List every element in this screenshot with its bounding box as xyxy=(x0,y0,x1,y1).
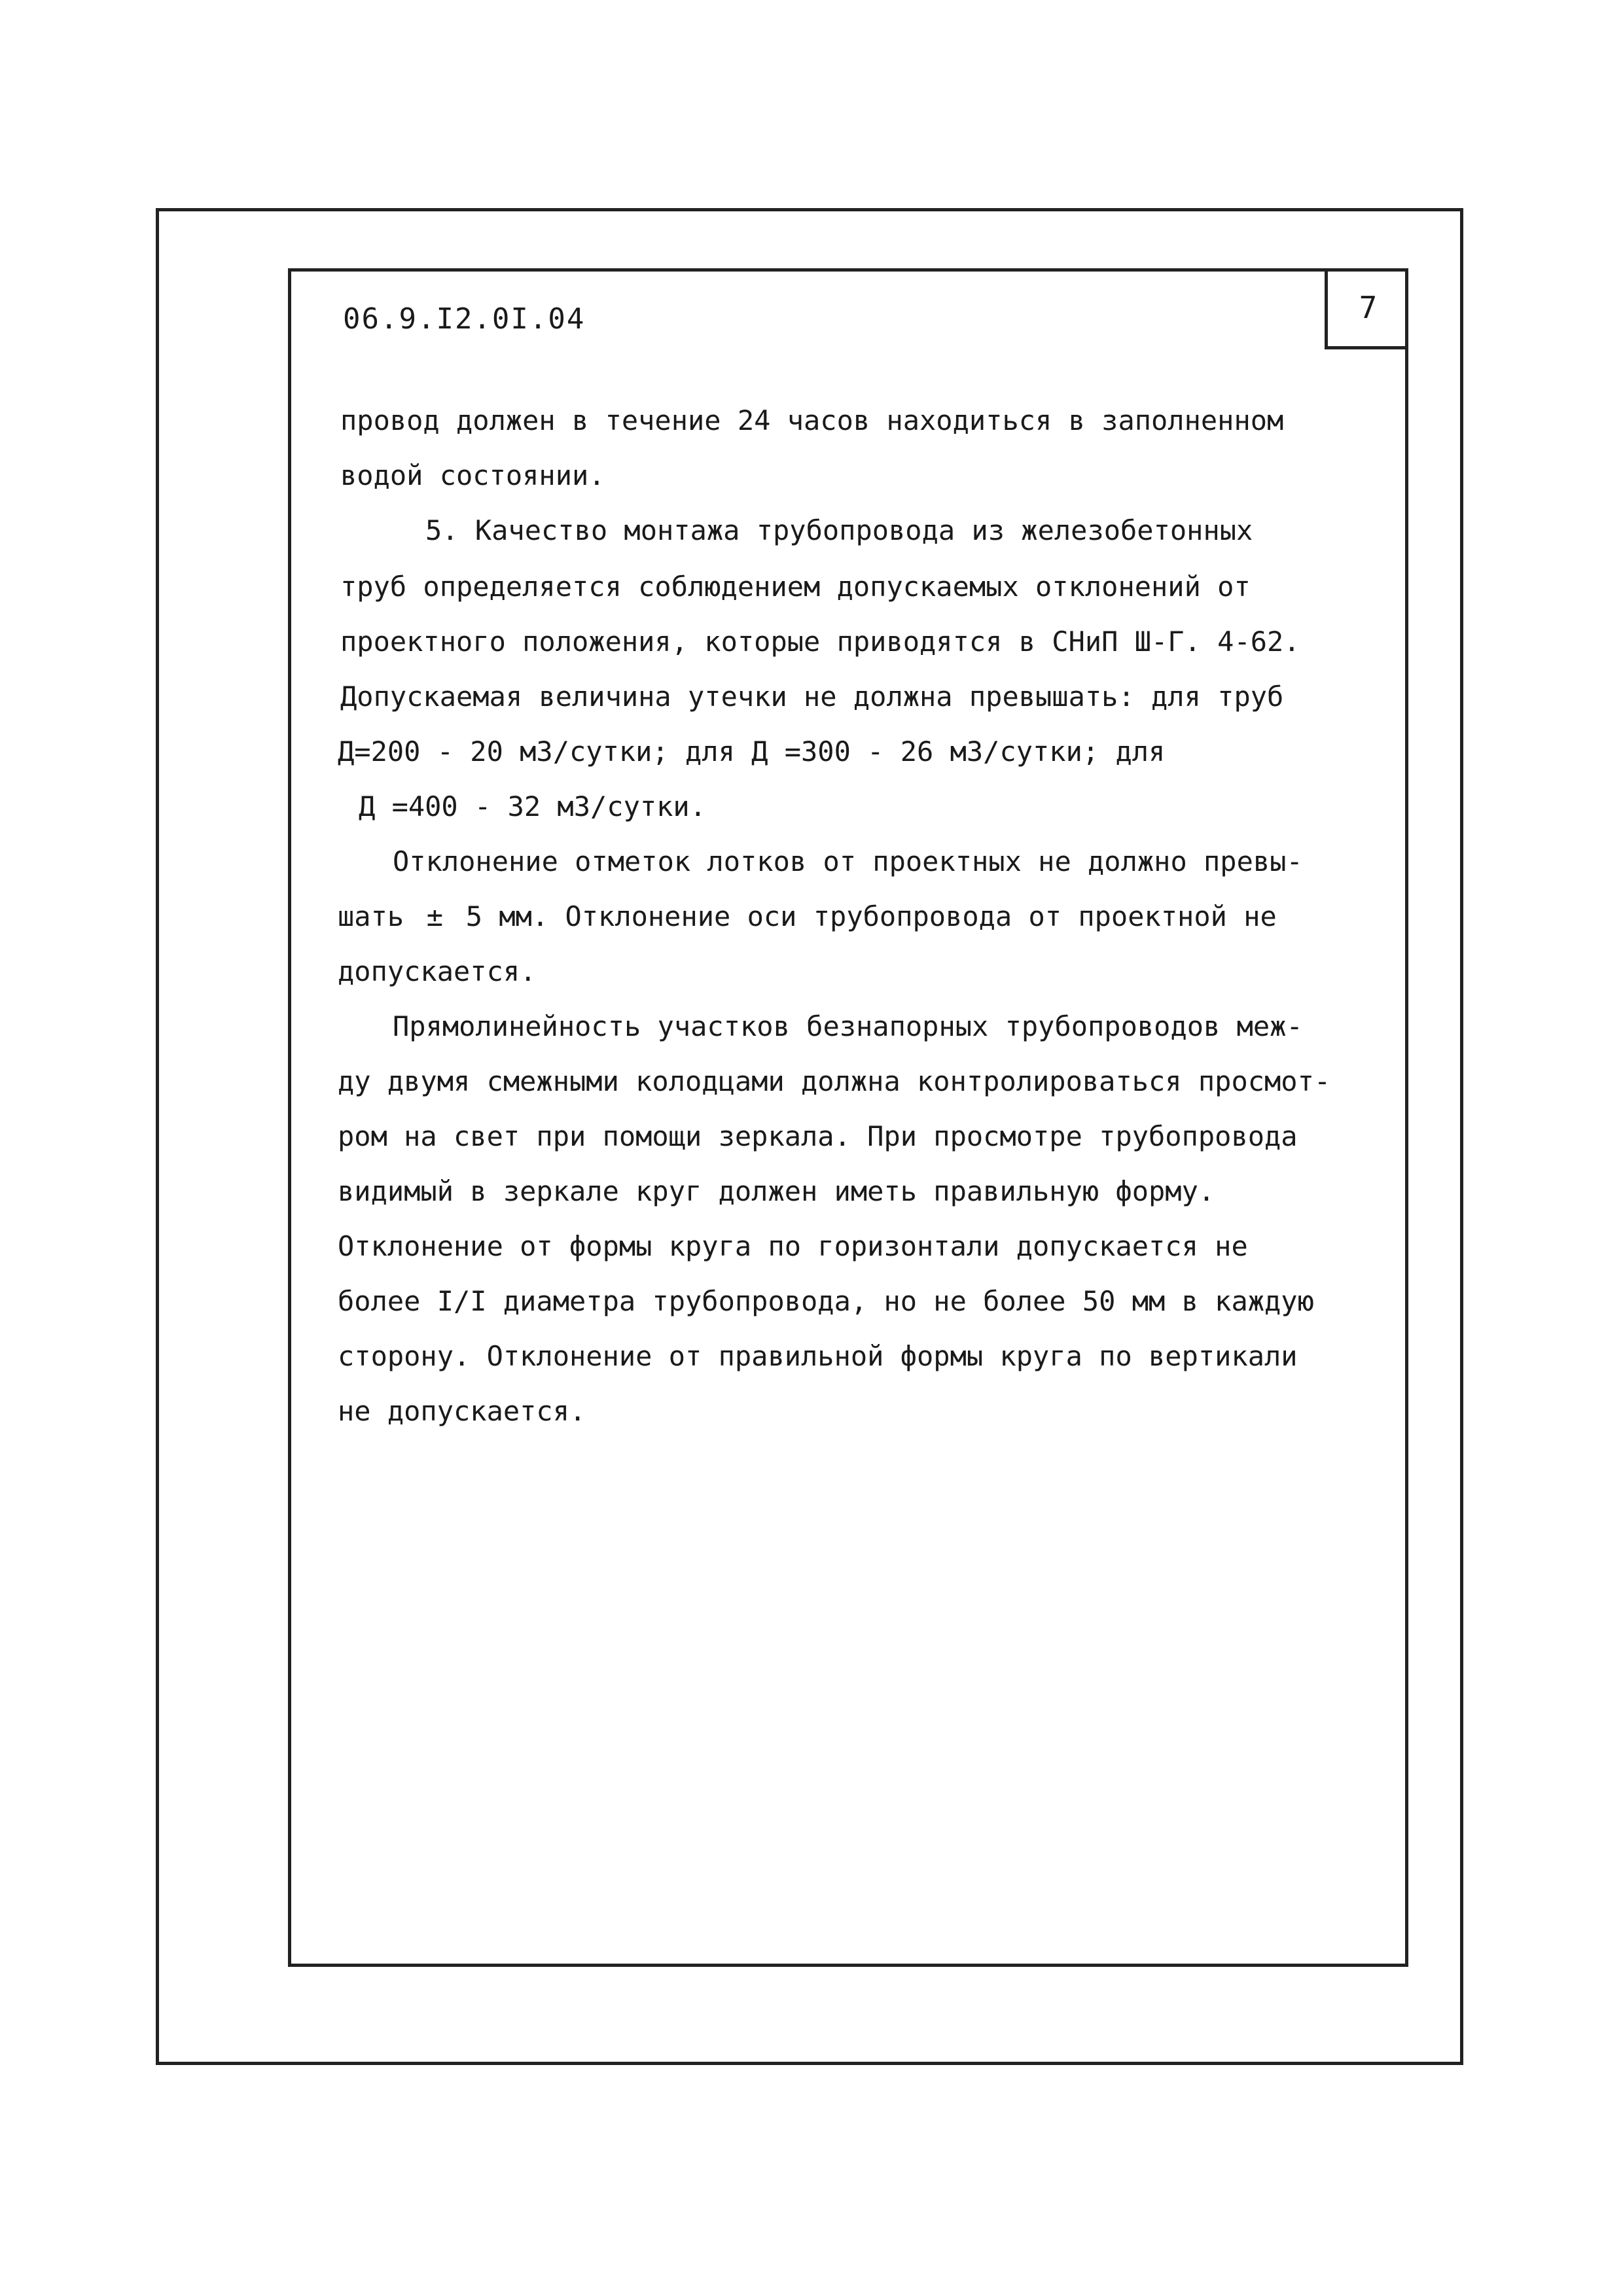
paragraph-5-start: 5. Качество монтажа трубопровода из железобетонных xyxy=(425,514,1253,546)
text-line xyxy=(338,900,1277,932)
text-line: Д =400 - 32 м3/сутки. xyxy=(359,790,707,822)
text-line: сторону. Отклонение от правильной формы круга по вертикали xyxy=(338,1340,1298,1372)
text-line: проектного положения, которые приводятся в СНиП Ш-Г. 4-62. xyxy=(340,626,1300,658)
text-line: труб определяется соблюдением допускаемых отклонений от xyxy=(340,571,1251,603)
text-line: допускается. xyxy=(338,955,537,987)
text-fragment: 5 мм. Отклонение оси трубопровода от проектной не xyxy=(465,900,1277,932)
text-line: не допускается. xyxy=(338,1395,586,1427)
document-code: 06.9.I2.0I.04 xyxy=(343,302,586,336)
page-number-box xyxy=(1325,268,1408,349)
plus-minus-sign: ± xyxy=(426,900,444,932)
text-fragment: шать xyxy=(338,900,404,932)
text-line: ду двумя смежными колодцами должна контролироваться просмот- xyxy=(338,1065,1331,1097)
page-number: 7 xyxy=(1359,289,1378,325)
text-line: Допускаемая величина утечки не должна превышать: для труб xyxy=(340,680,1284,713)
text-line: более I/I диаметра трубопровода, но не более 50 мм в каждую xyxy=(338,1285,1314,1317)
text-line: ром на свет при помощи зеркала. При просмотре трубопровода xyxy=(338,1120,1298,1152)
text-line: Отклонение от формы круга по горизонтали допускается не xyxy=(338,1230,1248,1262)
paragraph-start: Прямолинейность участков безнапорных трубопроводов меж- xyxy=(393,1010,1303,1042)
paragraph-start: Отклонение отметок лотков от проектных не должно превы- xyxy=(393,845,1303,877)
text-line: водой состоянии. xyxy=(340,459,605,491)
text-line: Д=200 - 20 м3/сутки; для Д =300 - 26 м3/сутки; для xyxy=(338,735,1166,768)
text-line: видимый в зеркале круг должен иметь правильную форму. xyxy=(338,1175,1215,1207)
text-line: провод должен в течение 24 часов находиться в заполненном xyxy=(340,404,1284,436)
